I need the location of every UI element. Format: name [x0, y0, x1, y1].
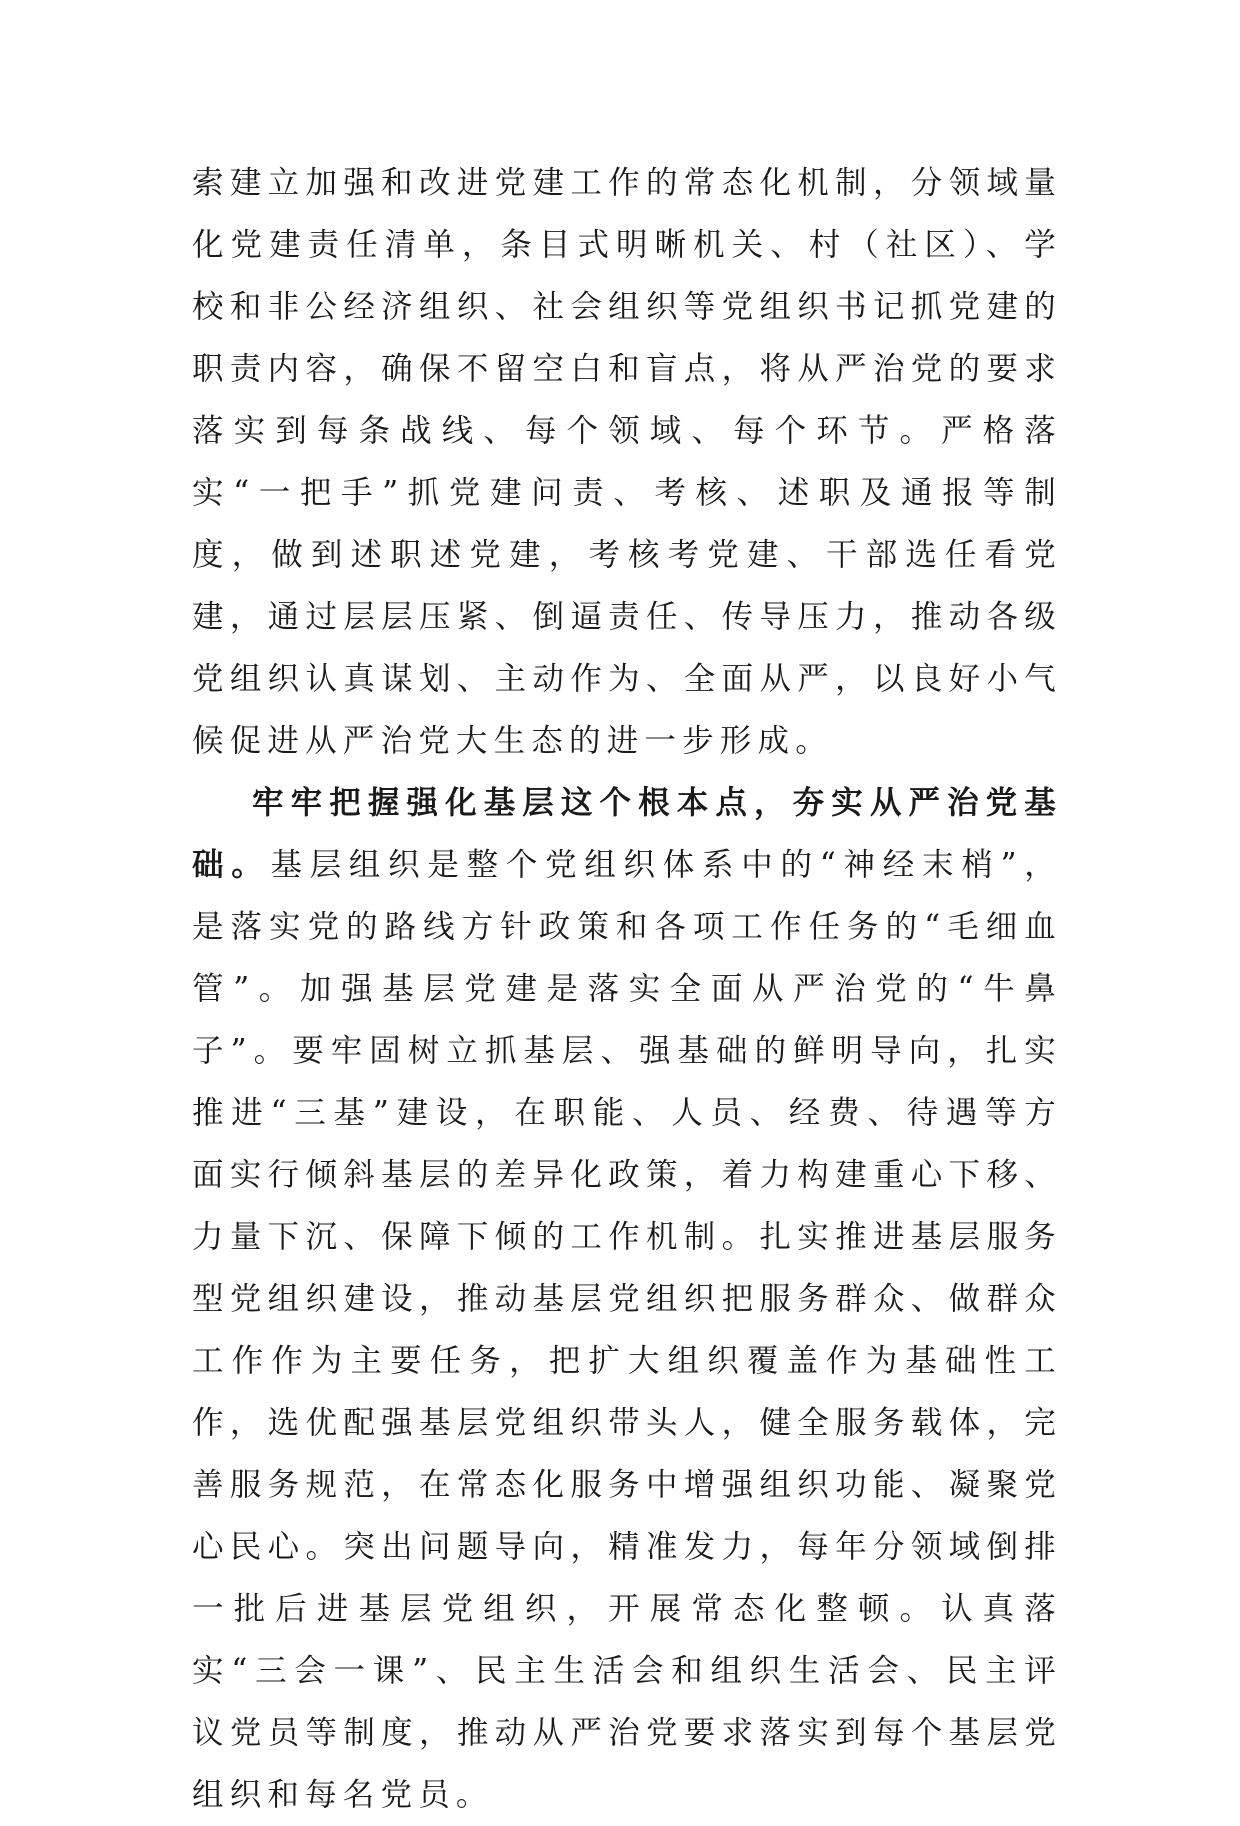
- paragraph-continuation: [192, 152, 1062, 772]
- paragraph-text: 索建立加强和改进党建工作的常态化机制，分领域量化党建责任清单，条目式明晰机关、村（社区）、学校和非公经济组织、社会组织等党组织书记抓党建的职责内容，确保不留空白和盲点，将从严治党的要求落实到每条战线、每个领域、每个环节。严格落实“一把手”抓党建问责、考核、述职及通报等制度，做到述职述党建，考核考党建、干部选任看党建，通过层层压紧、倒逼责任、传导压力，推动各级党组织认真谋划、主动作为、全面从严，以良好小气候促进从严治党大生态的进一步形成。: [192, 165, 1062, 759]
- body-text: [192, 152, 1062, 1826]
- paragraph-grassroots: [192, 772, 1062, 1826]
- paragraph-lead-heading: 牢牢把握强化基层这个根本点，夯实从严治党基础。: [192, 785, 1062, 883]
- paragraph-text: 基层组织是整个党组织体系中的“神经末梢”，是落实党的路线方针政策和各项工作任务的“毛细血管”。加强基层党建是落实全面从严治党的“牛鼻子”。要牢固树立抓基层、强基础的鲜明导向，扎实推进“三基”建设，在职能、人员、经费、待遇等方面实行倾斜基层的差异化政策，着力构建重心下移、力量下沉、保障下倾的工作机制。扎实推进基层服务型党组织建设，推动基层党组织把服务群众、做群众工作作为主要任务，把扩大组织覆盖作为基础性工作，选优配强基层党组织带头人，健全服务载体，完善服务规范，在常态化服务中增强组织功能、凝聚党心民心。突出问题导向，精准发力，每年分领域倒排一批后进基层党组织，开展常态化整顿。认真落实“三会一课”、民主生活会和组织生活会、民主评议党员等制度，推动从严治党要求落实到每个基层党组织和每名党员。: [192, 847, 1062, 1813]
